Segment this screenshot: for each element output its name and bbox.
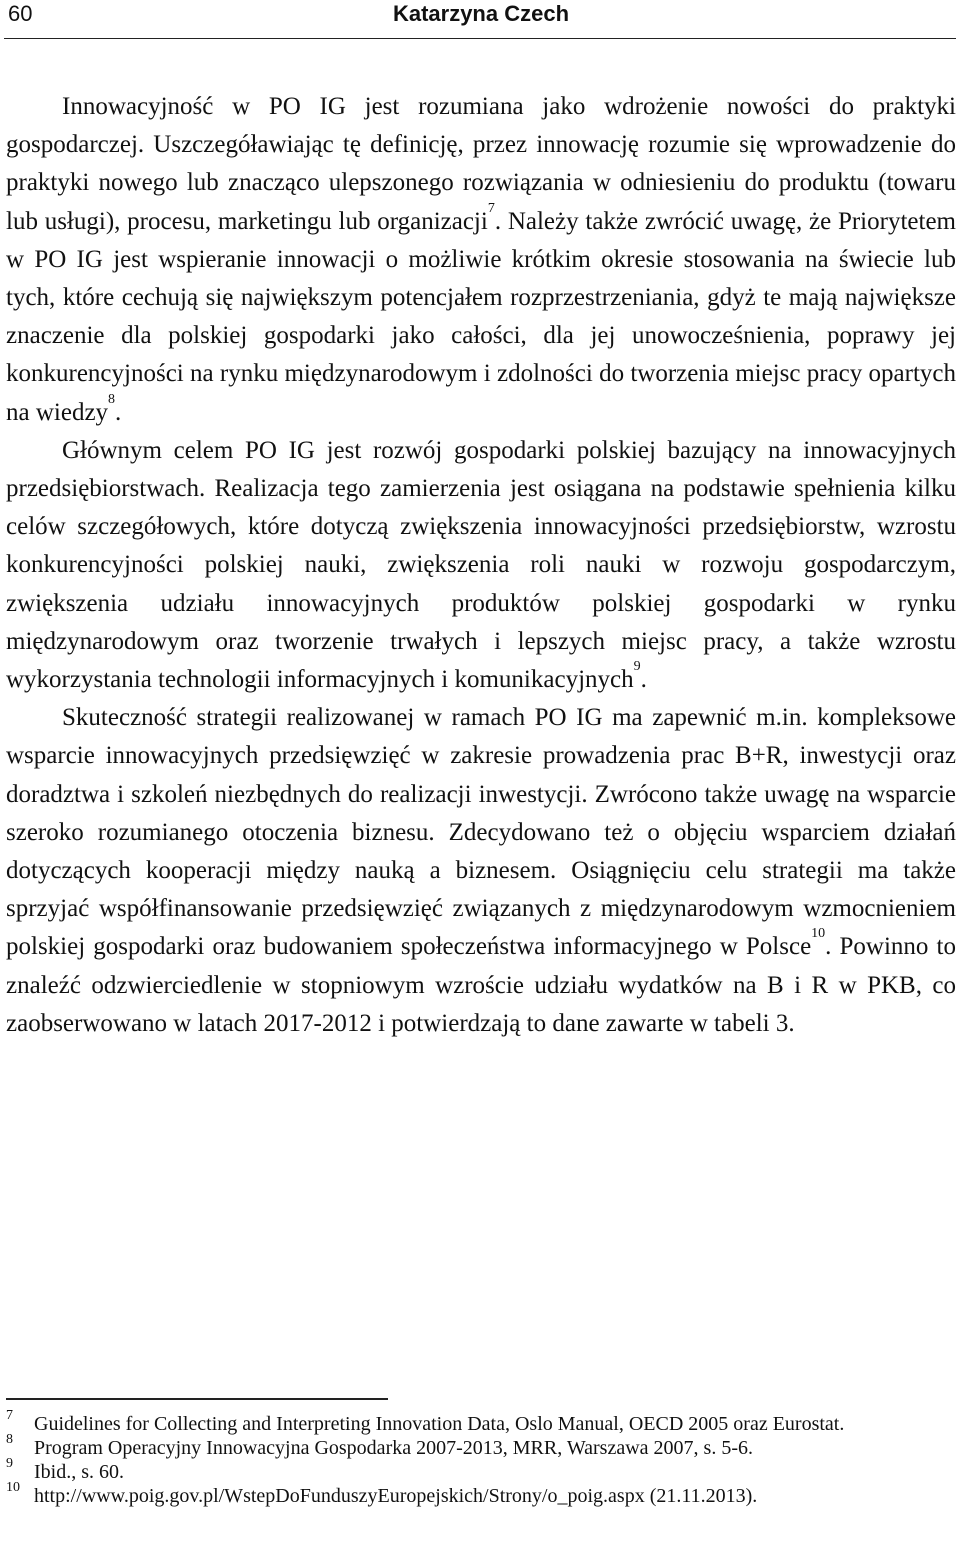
footnote-ref[interactable]: 7 — [487, 200, 495, 216]
footnote-text: Guidelines for Collecting and Interpreting Innovation Data, Oslo Manual, OECD 2005 oraz Eurostat. — [34, 1413, 845, 1435]
paragraph-text: . Należy także zwrócić uwagę, że Priorytetem w PO IG jest wspieranie innowacji o możliwie krótkim okresie stosowania na świecie lub tych, które cechują się największym potencjałem rozprzestrzeniania, gdyż te mają największe znaczenie dla polskiej gospodarki jako całości, dla jej unowocześnienia, poprawy jej konkurencyjności na rynku międzynarodowym i zdolności do tworzenia miejsc pracy opartych na wiedzy — [6, 207, 956, 426]
footnote-text: Ibid., s. 60. — [34, 1461, 124, 1483]
page-number: 60 — [8, 1, 33, 26]
footnote-separator — [6, 1398, 388, 1400]
footnote-text: Program Operacyjny Innowacyjna Gospodarka 2007-2013, MRR, Warszawa 2007, s. 5-6. — [34, 1437, 753, 1459]
footnote-number: 10 — [6, 1480, 20, 1495]
footnote-link[interactable]: http://www.poig.gov.pl/WstepDoFunduszyEuropejskich/Strony/o_poig.aspx (21.11.2013). — [34, 1485, 758, 1507]
page-header — [6, 0, 956, 38]
footnote-number: 8 — [6, 1432, 13, 1447]
header-rule — [4, 38, 956, 39]
footnote-number: 7 — [6, 1408, 13, 1423]
paragraph-innovation-definition — [6, 88, 956, 432]
footnote-item — [6, 1432, 948, 1460]
body-text — [6, 88, 956, 1043]
footnote-item — [6, 1456, 948, 1484]
paragraph-text: Skuteczność strategii realizowanej w ramach PO IG ma zapewnić m.in. kompleksowe wsparcie innowacyjnych przedsięwzięć w zakresie prowadzenia prac B+R, inwestycji oraz doradztwa i szkoleń niezbędnych do realizacji inwestycji. Zwrócono także uwagę na wsparcie szeroko rozumianego otoczenia biznesu. Zdecydowano też o objęciu wsparciem działań dotyczących kooperacji między nauką a biznesem. Osiągnięciu celu strategii ma także sprzyjać współfinansowanie przedsięwzięć związanych z międzynarodowym wzmocnieniem polskiej gospodarki oraz budowaniem społeczeństwa informacyjnego w Polsce — [6, 704, 956, 961]
paragraph-main-goal — [6, 432, 956, 699]
paragraph-text: . — [115, 398, 122, 426]
footnote-number: 9 — [6, 1456, 13, 1471]
footnote-ref[interactable]: 9 — [633, 659, 641, 675]
paragraph-text: Głównym celem PO IG jest rozwój gospodarki polskiej bazujący na innowacyjnych przedsiębiorstwach. Realizacja tego zamierzenia jest osiągana na podstawie spełnienia kilku celów szczegółowych, które dotyczą zwiększenia innowacyjności przedsiębiorstw, wzrostu konkurencyjności polskiej nauki, zwiększenia roli nauki w rozwoju gospodarczym, zwiększenia udziału innowacyjnych produktów polskiej gospodarki w rynku międzynarodowym oraz tworzenie trwałych i lepszych miejsc pracy, a także wzrostu wykorzystania technologii informacyjnych i komunikacyjnych — [6, 436, 956, 694]
footnote-ref[interactable]: 10 — [811, 926, 826, 942]
paragraph-text: Innowacyjność w PO IG jest rozumiana jako wdrożenie nowości do praktyki gospodarczej. Uszczegóławiając tę definicję, przez innowację rozumie się wprowadzenie do praktyki nowego lub znacząco ulepszonego rozwiązania w odniesieniu do produktu (towaru lub usługi), procesu, marketingu lub organizacji — [6, 93, 956, 235]
footnotes — [6, 1408, 948, 1508]
footnote-item — [6, 1480, 948, 1508]
paragraph-text: . Powinno to znaleźć odzwierciedlenie w stopniowym wzroście udziału wydatków na B i R w PKB, co zaobserwowano w latach 2017-2012 i potwierdzają to dane zawarte w tabeli 3. — [6, 933, 956, 1037]
paragraph-strategy-effectiveness — [6, 699, 956, 1043]
running-head-author: Katarzyna Czech — [392, 1, 570, 26]
footnote-ref[interactable]: 8 — [108, 391, 116, 407]
paragraph-text: . — [640, 666, 647, 694]
footnote-item — [6, 1408, 948, 1436]
